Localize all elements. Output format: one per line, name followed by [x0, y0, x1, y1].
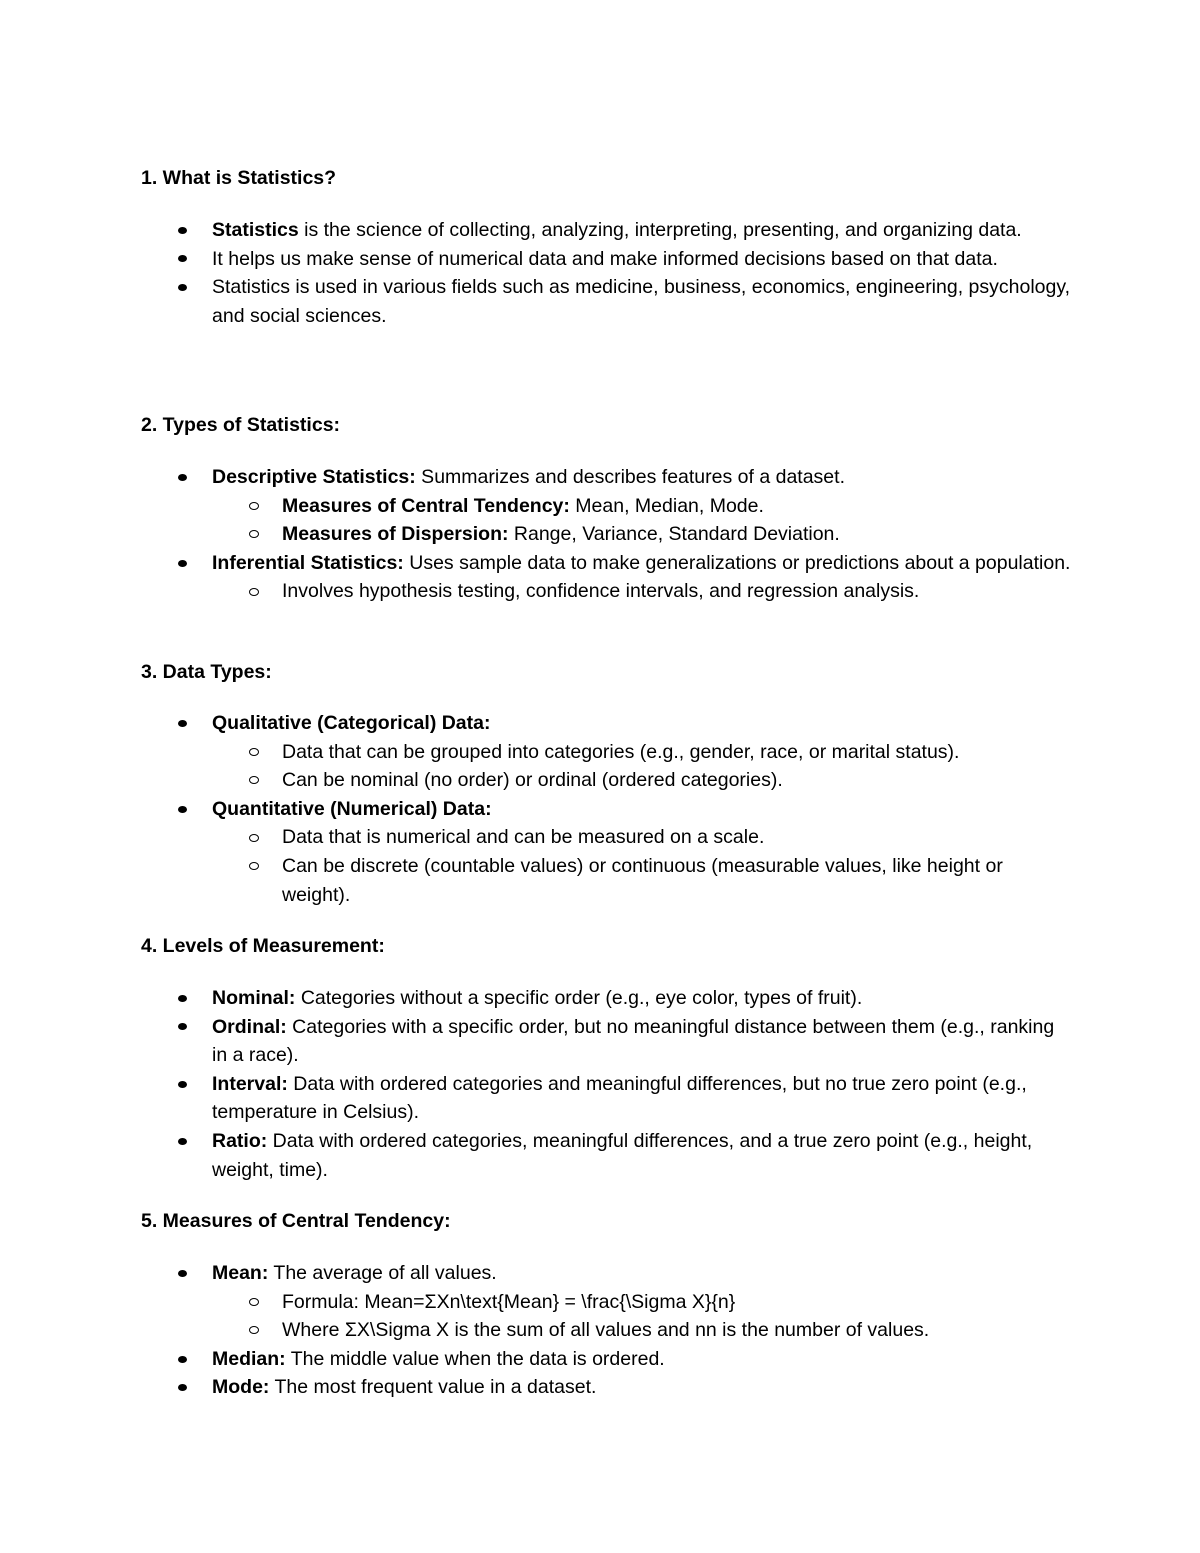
list-item-term: Interval: — [212, 1072, 288, 1095]
list-item — [0, 245, 1072, 274]
list-item — [0, 795, 1072, 824]
list-item-term: Descriptive Statistics: — [212, 466, 416, 488]
list-item-term: Mean: — [212, 1262, 269, 1284]
sub-list-item — [0, 520, 1072, 549]
list-item-text: Uses sample data to make generalizations or predictions about a population. — [403, 551, 1071, 574]
list-item — [0, 1373, 1072, 1402]
list-item-term: Statistics — [212, 219, 299, 241]
bullet-circle-icon — [249, 823, 259, 852]
bullet-disc-icon — [178, 216, 187, 245]
list-item-text: Can be nominal (no order) or ordinal (ordered categories). — [282, 769, 783, 792]
bullet-disc-icon — [178, 1013, 187, 1042]
bullet-circle-icon — [249, 520, 259, 549]
bullet-circle-icon — [249, 766, 259, 795]
list-item-term: Nominal: — [212, 987, 296, 1009]
section-heading-levels-of-measurement: 4. Levels of Measurement: — [141, 935, 385, 957]
list-item-term: Measures of Central Tendency: — [282, 494, 570, 517]
list-item — [0, 273, 1072, 330]
list-item-text: Where ΣX\Sigma X is the sum of all values and nn is the number of values. — [282, 1319, 930, 1342]
bullet-disc-icon — [178, 1070, 187, 1099]
sub-list-item — [0, 852, 1072, 909]
section-heading-types-of-statistics: 2. Types of Statistics: — [141, 414, 341, 436]
bullet-circle-icon — [249, 852, 259, 881]
list-item — [0, 1345, 1072, 1374]
section-list-types-of-statistics — [0, 463, 1200, 606]
list-item — [0, 463, 1072, 492]
list-item-text: Data that can be grouped into categories (e.g., gender, race, or marital status). — [282, 740, 960, 763]
list-item-text: Data with ordered categories and meaningful differences, but no true zero point (e.g., temperature in Celsius). — [212, 1072, 1027, 1124]
sub-list-item — [0, 577, 1072, 606]
bullet-disc-icon — [178, 245, 187, 274]
bullet-disc-icon — [178, 463, 187, 492]
section-heading-data-types: 3. Data Types: — [141, 661, 272, 683]
bullet-disc-icon — [178, 273, 187, 302]
sub-list-item — [0, 1288, 1072, 1317]
list-item-term: Measures of Dispersion: — [282, 523, 509, 546]
bullet-disc-icon — [178, 709, 187, 738]
bullet-disc-icon — [178, 795, 187, 824]
list-item — [0, 709, 1072, 738]
list-item — [0, 216, 1072, 245]
bullet-disc-icon — [178, 1345, 187, 1374]
bullet-circle-icon — [249, 1288, 259, 1317]
list-item-text: Data with ordered categories, meaningful differences, and a true zero point (e.g., height, weight, time). — [212, 1129, 1033, 1181]
list-item-text: The average of all values. — [268, 1262, 497, 1284]
list-item-text: Range, Variance, Standard Deviation. — [508, 523, 840, 546]
bullet-circle-icon — [249, 577, 259, 606]
sub-list-item — [0, 738, 1072, 767]
bullet-disc-icon — [178, 984, 187, 1013]
section-list-data-types — [0, 709, 1200, 909]
bullet-circle-icon — [249, 1316, 259, 1345]
list-item-term: Qualitative (Categorical) Data: — [212, 712, 491, 734]
list-item — [0, 1070, 1072, 1127]
bullet-disc-icon — [178, 1259, 187, 1288]
section-heading-what-is-statistics: 1. What is Statistics? — [141, 167, 337, 189]
bullet-circle-icon — [249, 492, 259, 521]
sub-list-item — [0, 1316, 1072, 1345]
sub-list-item — [0, 766, 1072, 795]
section-list-measures-of-central-tendency — [0, 1259, 1200, 1402]
list-item-text: Formula: Mean=ΣXn\text{Mean} = \frac{\Sigma X}{n} — [282, 1290, 736, 1313]
list-item-text: Data that is numerical and can be measured on a scale. — [282, 826, 765, 849]
list-item-text: is the science of collecting, analyzing, interpreting, presenting, and organizing data. — [298, 219, 1022, 241]
list-item-text: Categories with a specific order, but no meaningful distance between them (e.g., ranking in a race). — [212, 1015, 1055, 1067]
list-item-term: Mode: — [212, 1376, 270, 1399]
bullet-disc-icon — [178, 1127, 187, 1156]
bullet-disc-icon — [178, 1373, 187, 1402]
list-item — [0, 549, 1072, 578]
list-item-text: Categories without a specific order (e.g., eye color, types of fruit). — [295, 987, 863, 1009]
sub-list-item — [0, 823, 1072, 852]
list-item-text: Involves hypothesis testing, confidence intervals, and regression analysis. — [282, 580, 920, 603]
section-list-levels-of-measurement — [0, 984, 1200, 1184]
list-item-text: The most frequent value in a dataset. — [269, 1376, 597, 1399]
list-item-term: Ordinal: — [212, 1015, 287, 1038]
bullet-circle-icon — [249, 738, 259, 767]
list-item-text: The middle value when the data is ordered. — [285, 1347, 665, 1370]
bullet-disc-icon — [178, 549, 187, 578]
list-item — [0, 1013, 1072, 1070]
list-item — [0, 984, 1072, 1013]
section-heading-measures-of-central-tendency: 5. Measures of Central Tendency: — [141, 1210, 451, 1232]
list-item-text: Statistics is used in various fields such as medicine, business, economics, engineering, psychology, and social sciences. — [212, 276, 1071, 327]
list-item-term: Inferential Statistics: — [212, 551, 404, 574]
list-item-term: Quantitative (Numerical) Data: — [212, 797, 492, 820]
list-item-text: It helps us make sense of numerical data and make informed decisions based on that data. — [212, 247, 998, 270]
list-item-text: Mean, Median, Mode. — [569, 494, 764, 517]
section-list-what-is-statistics — [0, 216, 1200, 330]
list-item-text: Can be discrete (countable values) or continuous (measurable values, like height or weight). — [282, 854, 1003, 906]
list-item-term: Median: — [212, 1347, 286, 1370]
sub-list-item — [0, 492, 1072, 521]
list-item — [0, 1259, 1072, 1288]
list-item-text: Summarizes and describes features of a dataset. — [415, 466, 845, 488]
list-item — [0, 1127, 1072, 1184]
list-item-term: Ratio: — [212, 1129, 268, 1152]
